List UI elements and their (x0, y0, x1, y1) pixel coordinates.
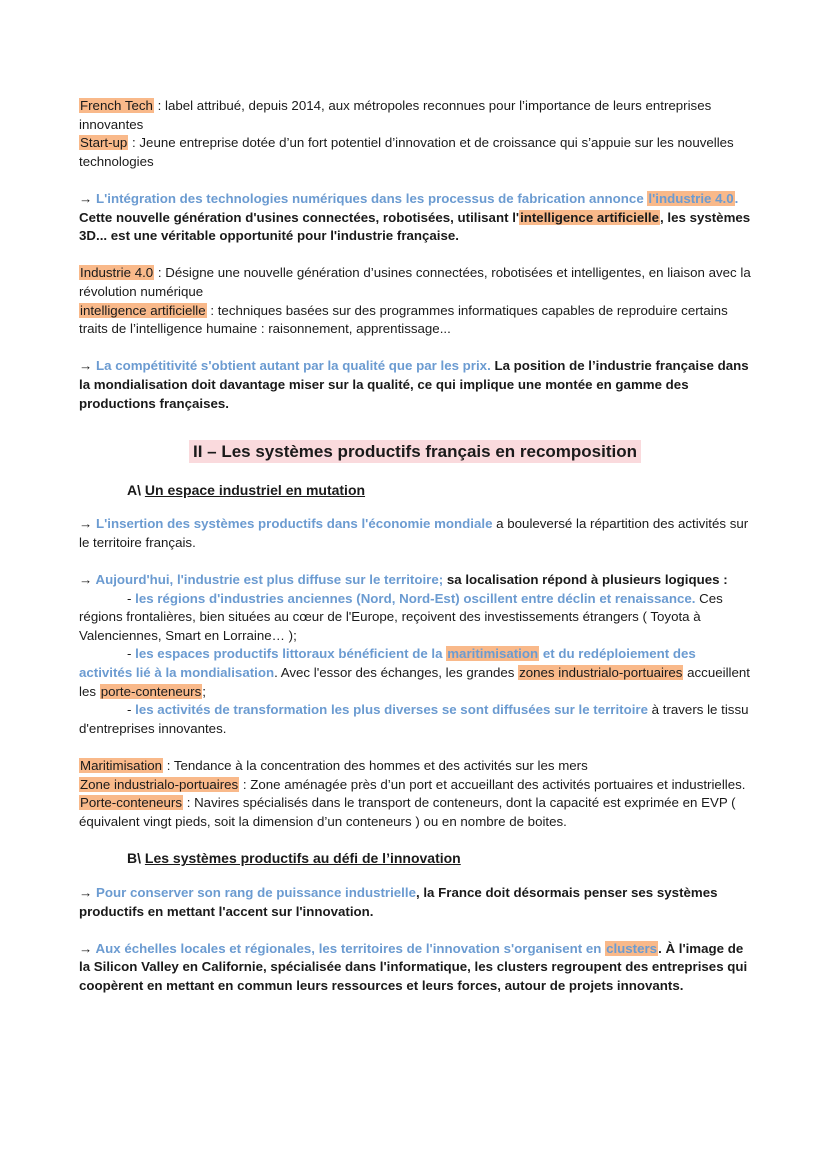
arrow-icon: → (79, 516, 96, 532)
document-content (79, 97, 751, 996)
bullet-dash: - (127, 646, 136, 662)
subsection-heading-a (127, 481, 751, 500)
term-highlight: intelligence artificielle (520, 209, 659, 225)
term-highlight: maritimisation (447, 646, 539, 662)
paragraph-insertion (79, 515, 751, 552)
subsection-title: Les systèmes productifs au défi de l’innovation (144, 850, 461, 867)
definition-text: : Tendance à la concentration des hommes et des activités sur les mers (163, 758, 588, 773)
body-text: . Avec l'essor des échanges, les grandes (274, 665, 519, 681)
key-idea: les activités de transformation les plus diverses se sont diffusées sur le territoire (135, 702, 648, 718)
key-idea: Aux échelles locales et régionales, les territoires de l'innovation s'organisent en (95, 940, 606, 956)
key-idea: L'intégration des technologies numériques dans les processus de fabrication annonce (96, 190, 648, 206)
term-highlight: Industrie 4.0 (80, 265, 154, 281)
body-text: a bouleversé la répartition des activités sur le territoire français. (79, 516, 749, 550)
term-highlight: Maritimisation (80, 758, 163, 773)
term-highlight: Porte-conteneurs (80, 795, 182, 811)
body-text: accueillent les (79, 665, 750, 699)
paragraph-clusters (79, 940, 751, 996)
section-heading (79, 443, 751, 463)
term-highlight: Start-up (80, 135, 128, 151)
key-idea: L'insertion des systèmes productifs dans l'économie mondiale (96, 516, 493, 532)
bullet-regions-anciennes (79, 590, 751, 646)
definitions-block-2 (79, 264, 751, 338)
key-idea: les régions d'industries anciennes (Nord, Nord-Est) oscillent entre déclin et renaissance. (135, 590, 696, 606)
arrow-icon: → (79, 940, 96, 956)
subsection-title: Un espace industriel en mutation (144, 481, 366, 498)
bold-text: sa localisation répond à plusieurs logiques : (443, 572, 728, 588)
paragraph-innovation (79, 884, 751, 921)
subsection-prefix: A\ (127, 481, 145, 498)
key-idea: les espaces productifs littoraux bénéficient de la (135, 646, 447, 662)
bold-text: , les systèmes 3D... est une véritable opportunité pour l'industrie française. (79, 209, 751, 244)
punctuation: . (734, 190, 739, 206)
subsection-prefix: B\ (127, 850, 145, 867)
term-highlight: Zone industrialo-portuaires (80, 776, 239, 792)
body-text: à travers le tissu d'entreprises innovantes. (79, 702, 749, 736)
arrow-icon: → (79, 572, 96, 588)
definition-text: : Désigne une nouvelle génération d’usines connectées, robotisées et intelligentes, en liaison avec la révolution numérique (79, 265, 751, 299)
body-text: ; (202, 683, 206, 699)
key-idea: et du redéploiement des activités lié à la mondialisation (79, 646, 696, 681)
definition-start-up (79, 134, 751, 171)
paragraph-diffuse (79, 571, 751, 590)
paragraph-competitivite (79, 357, 751, 413)
bold-text: . À l'image de la Silicon Valley en Californie, spécialisée dans l'informatique, les clusters regroupent des entreprises qui coopèrent en mettant en commun leurs ressources et leurs forces, autour de projets innovants. (79, 940, 748, 993)
definition-intelligence-artificielle (79, 302, 751, 339)
definition-porte-conteneurs (79, 794, 751, 831)
bold-text: Cette nouvelle génération d'usines connectées, robotisées, utilisant l' (79, 209, 520, 225)
key-idea: Aujourd'hui, l'industrie est plus diffuse sur le territoire; (95, 572, 444, 588)
definition-zone-industrialo-portuaire (79, 776, 751, 795)
term-highlight: French Tech (80, 98, 153, 113)
term-highlight: porte-conteneurs (100, 683, 202, 699)
arrow-icon: → (79, 884, 96, 900)
definition-text: : Jeune entreprise dotée d’un fort potentiel d’innovation et de croissance qui s’appuie sur les nouvelles technologies (79, 135, 734, 169)
body-text: Ces régions frontalières, bien situées au cœur de l'Europe, reçoivent des investissements étrangers ( Toyota à Valenciennes, Smart en Lorraine… ); (79, 590, 723, 643)
term-highlight: intelligence artificielle (80, 302, 206, 318)
term-highlight: clusters (606, 940, 658, 956)
term-highlight: zones industrialo-portuaires (519, 665, 683, 681)
bullet-dash: - (127, 702, 136, 718)
definitions-block-3 (79, 757, 751, 831)
definitions-block-1 (79, 97, 751, 171)
subsection-heading-b (127, 849, 751, 868)
paragraph-industrie-4 (79, 190, 751, 246)
bold-text: , la France doit désormais penser ses systèmes productifs en mettant l'accent sur l'innovation. (79, 884, 718, 919)
bullet-dash: - (127, 590, 136, 606)
term-highlight: l'industrie 4.0 (648, 190, 734, 206)
key-idea: Pour conserver son rang de puissance industrielle (96, 884, 416, 900)
bullet-espaces-littoraux (79, 645, 751, 701)
definition-french-tech (79, 97, 751, 134)
definition-industrie-4 (79, 264, 751, 301)
arrow-icon: → (79, 190, 96, 206)
section-title: II – Les systèmes productifs français en recomposition (189, 440, 641, 463)
definition-text: : techniques basées sur des programmes informatiques capables de reproduire certains traits de l’intelligence humaine : raisonnement, apprentissage... (79, 302, 728, 337)
definition-text: : Navires spécialisés dans le transport de conteneurs, dont la capacité est exprimée en EVP ( équivalent vingt pieds, soit la dimension d’un conteneurs ) ou en nombre de boites. (79, 795, 736, 829)
definition-text: : Zone aménagée près d’un port et accueillant des activités portuaires et industrielles. (239, 776, 746, 792)
key-idea: La compétitivité s'obtient autant par la qualité que par les prix. (96, 358, 491, 374)
bold-text: La position de l’industrie française dans la mondialisation doit davantage miser sur la qualité, ce qui implique une montée en gamme des productions françaises. (79, 358, 749, 411)
definition-text: : label attribué, depuis 2014, aux métropoles reconnues pour l’importance de leurs entreprises innovantes (79, 98, 712, 132)
definition-maritimisation (79, 757, 751, 776)
bullet-activites-transformation (79, 701, 751, 738)
arrow-icon: → (79, 358, 96, 374)
